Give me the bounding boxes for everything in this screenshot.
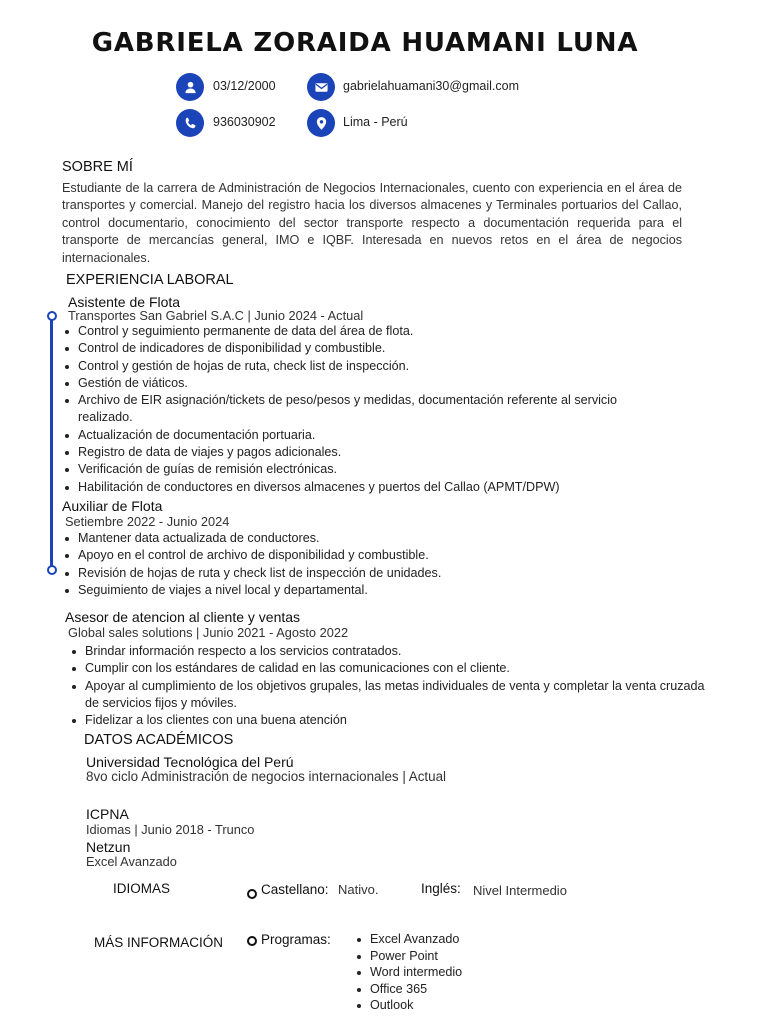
programs-label: Programas:: [261, 932, 331, 947]
location: Lima - Perú: [343, 115, 408, 129]
list-item: Actualización de documentación portuaria.: [63, 427, 653, 444]
list-item: Archivo de EIR asignación/tickets de peso/pesos y medidas, documentación referente al servicio realizado.: [63, 392, 653, 427]
school-name-1: Universidad Tecnológica del Perú: [86, 754, 294, 770]
job-title-2: Auxiliar de Flota: [62, 498, 163, 514]
language-level-1: Nativo.: [338, 882, 379, 897]
list-item: Fidelizar a los clientes con una buena atención: [70, 712, 720, 729]
email-address[interactable]: gabrielahuamani30@gmail.com: [343, 79, 519, 93]
timeline-dot-end: [47, 565, 57, 575]
list-item: Word intermedio: [355, 964, 555, 981]
list-item: Brindar información respecto a los servicios contratados.: [70, 643, 720, 660]
language-level-2: Nivel Intermedio: [473, 883, 567, 898]
job-title-3: Asesor de atencion al cliente y ventas: [65, 609, 301, 625]
bullet-ring-icon: [247, 889, 257, 899]
school-detail-3: Excel Avanzado: [86, 854, 177, 869]
email-icon: [307, 73, 335, 101]
list-item: Control y seguimiento permanente de data del área de flota.: [63, 323, 653, 340]
phone-number: 936030902: [213, 115, 276, 129]
more-info-title: MÁS INFORMACIÓN: [94, 935, 224, 950]
list-item: Gestión de viáticos.: [63, 375, 653, 392]
candidate-name: GABRIELA ZORAIDA HUAMANI LUNA: [91, 28, 639, 58]
phone-icon: [176, 109, 204, 137]
about-text: Estudiante de la carrera de Administración de Negocios Internacionales, cuento con experiencia en el área de transportes y comercial. Manejo del registro hacia los diversos almacenes y Terminales portuarios del Callao, control documentario, conocimiento del sector transporte respecto a documentación requerida para el transporte de mercancías general, IMO e IQBF. Interesada en nuevos retos en el área de negocios internacionales.: [62, 181, 682, 265]
list-item: Apoyo en el control de archivo de disponibilidad y combustible.: [63, 547, 663, 564]
list-item: Control y gestión de hojas de ruta, check list de inspección.: [63, 358, 653, 375]
list-item: Excel Avanzado: [355, 931, 555, 948]
school-detail-1: 8vo ciclo Administración de negocios internacionales | Actual: [86, 769, 447, 784]
list-item: Power Point: [355, 948, 555, 965]
timeline-dot-start: [47, 311, 57, 321]
location-pin-icon: [307, 109, 335, 137]
job-duties-1: [63, 323, 653, 496]
job-detail-3: Global sales solutions | Junio 2021 - Agosto 2022: [68, 625, 349, 640]
language-label-2: Inglés:: [421, 881, 461, 896]
languages-title: IDIOMAS: [113, 881, 171, 896]
list-item: Office 365: [355, 981, 555, 998]
school-name-2: ICPNA: [86, 806, 129, 822]
language-label-1: Castellano:: [261, 882, 329, 897]
bullet-ring-icon: [247, 936, 257, 946]
list-item: Seguimiento de viajes a nivel local y departamental.: [63, 582, 663, 599]
experience-title: EXPERIENCIA LABORAL: [66, 272, 234, 288]
list-item: Control de indicadores de disponibilidad y combustible.: [63, 340, 653, 357]
person-icon: [176, 73, 204, 101]
birthdate: 03/12/2000: [213, 79, 276, 93]
list-item: Outlook: [355, 997, 555, 1014]
job-detail-1: Transportes San Gabriel S.A.C | Junio 2024 - Actual: [68, 308, 364, 323]
education-title: DATOS ACADÉMICOS: [84, 732, 234, 748]
list-item: Revisión de hojas de ruta y check list de inspección de unidades.: [63, 565, 663, 582]
list-item: Apoyar al cumplimiento de los objetivos grupales, las metas individuales de venta y completar la venta cruzada de servicios fijos y móviles.: [70, 678, 720, 713]
list-item: Registro de data de viajes y pagos adicionales.: [63, 444, 653, 461]
about-title: SOBRE MÍ: [62, 159, 133, 175]
job-duties-2: [63, 530, 663, 599]
school-name-3: Netzun: [86, 839, 131, 855]
list-item: Verificación de guías de remisión electrónicas.: [63, 461, 653, 478]
programs-list: [355, 931, 555, 1014]
job-duties-3: [70, 643, 720, 729]
job-detail-2: Setiembre 2022 - Junio 2024: [65, 514, 230, 529]
timeline-line: [50, 315, 53, 569]
job-title-1: Asistente de Flota: [68, 294, 181, 310]
school-detail-2: Idiomas | Junio 2018 - Trunco: [86, 822, 255, 837]
list-item: Mantener data actualizada de conductores.: [63, 530, 663, 547]
list-item: Habilitación de conductores en diversos almacenes y puertos del Callao (APMT/DPW): [63, 479, 653, 496]
list-item: Cumplir con los estándares de calidad en las comunicaciones con el cliente.: [70, 660, 720, 677]
